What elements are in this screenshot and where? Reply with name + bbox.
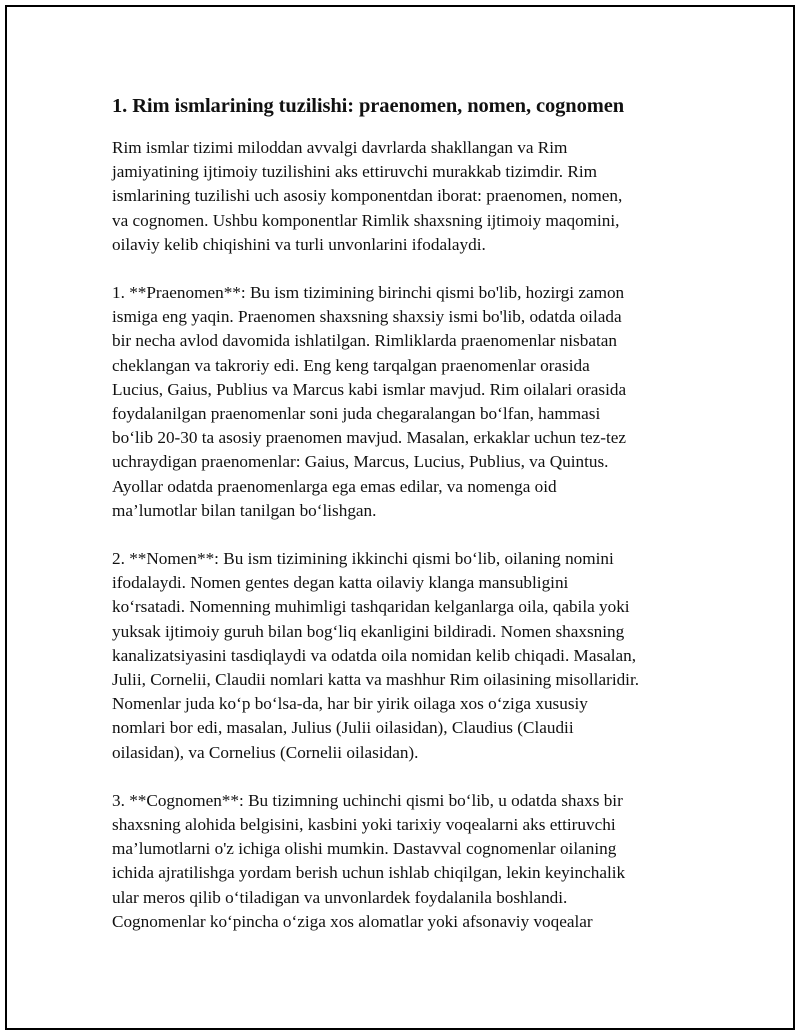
text-line: ismiga eng yaqin. Praenomen shaxsning shaxsiy ismi bo'lib, odatda oilada bbox=[112, 307, 622, 327]
text-line: bo‘lib 20-30 ta asosiy praenomen mavjud. Masalan, erkaklar uchun tez-tez bbox=[112, 428, 627, 448]
document-content bbox=[112, 92, 692, 958]
text-line: Ayollar odatda praenomenlarga ega emas edilar, va nomenga oid bbox=[112, 476, 557, 496]
text-line: ifodalaydi. Nomen gentes degan katta oilaviy klanga mansubligini bbox=[112, 573, 569, 593]
text-line: oilasidan), va Cornelius (Cornelii oilasidan). bbox=[112, 742, 419, 762]
text-line: va cognomen. Ushbu komponentlar Rimlik shaxsning ijtimoiy maqomini, bbox=[112, 210, 620, 230]
paragraph-3 bbox=[112, 547, 692, 765]
text-line: jamiyatining ijtimoiy tuzilishini aks ettiruvchi murakkab tizimdir. Rim bbox=[112, 162, 598, 182]
paragraphs-container bbox=[112, 136, 692, 934]
paragraph-1 bbox=[112, 136, 692, 257]
text-line: Julii, Cornelii, Claudii nomlari katta va mashhur Rim oilasining misollaridir. bbox=[112, 670, 640, 690]
text-line: ma’lumotlar bilan tanilgan bo‘lishgan. bbox=[112, 500, 377, 520]
text-line: Cognomenlar ko‘pincha o‘ziga xos alomatlar yoki afsonaviy voqealar bbox=[112, 911, 593, 931]
text-line: 2. **Nomen**: Bu ism tizimining ikkinchi qismi bo‘lib, oilaning nomini bbox=[112, 549, 614, 569]
text-line: nomlari bor edi, masalan, Julius (Julii oilasidan), Claudius (Claudii bbox=[112, 718, 574, 738]
text-line: ko‘rsatadi. Nomenning muhimligi tashqaridan kelganlarga oila, qabila yoki bbox=[112, 597, 630, 617]
text-line: ichida ajratilishga yordam berish uchun ishlab chiqilgan, lekin keyinchalik bbox=[112, 863, 626, 883]
text-line: ismlarining tuzilishi uch asosiy komponentdan iborat: praenomen, nomen, bbox=[112, 186, 623, 206]
text-line: ular meros qilib o‘tiladigan va unvonlardek foydalanila boshlandi. bbox=[112, 887, 568, 907]
text-line: shaxsning alohida belgisini, kasbini yoki tarixiy voqealarni aks ettiruvchi bbox=[112, 815, 616, 835]
text-line: Rim ismlar tizimi miloddan avvalgi davrlarda shakllangan va Rim bbox=[112, 138, 568, 157]
text-line: Lucius, Gaius, Publius va Marcus kabi ismlar mavjud. Rim oilalari orasida bbox=[112, 379, 627, 399]
paragraph-2 bbox=[112, 281, 692, 523]
text-line: 3. **Cognomen**: Bu tizimning uchinchi qismi bo‘lib, u odatda shaxs bir bbox=[112, 790, 623, 810]
text-line: 1. **Praenomen**: Bu ism tizimining birinchi qismi bo'lib, hozirgi zamon bbox=[112, 283, 625, 303]
text-line: kanalizatsiyasini tasdiqlaydi va odatda oila nomidan kelib chiqadi. Masalan, bbox=[112, 645, 637, 665]
section-heading: 1. Rim ismlarining tuzilishi: praenomen, nomen, cognomen bbox=[112, 95, 625, 117]
text-line: oilaviy kelib chiqishini va turli unvonlarini ifodalaydi. bbox=[112, 234, 486, 254]
text-line: yuksak ijtimoiy guruh bilan bog‘liq ekanligini bildiradi. Nomen shaxsning bbox=[112, 621, 625, 641]
paragraph-4 bbox=[112, 789, 692, 934]
text-line: cheklangan va takroriy edi. Eng keng tarqalgan praenomenlar orasida bbox=[112, 355, 590, 375]
text-line: ma’lumotlarni o'z ichiga olishi mumkin. Dastavval cognomenlar oilaning bbox=[112, 839, 617, 859]
text-line: uchraydigan praenomenlar: Gaius, Marcus, Lucius, Publius, va Quintus. bbox=[112, 452, 609, 472]
text-line: foydalanilgan praenomenlar soni juda chegaralangan bo‘lfan, hammasi bbox=[112, 404, 601, 424]
text-line: Nomenlar juda ko‘p bo‘lsa-da, har bir yirik oilaga xos o‘ziga xususiy bbox=[112, 694, 588, 714]
text-line: bir necha avlod davomida ishlatilgan. Rimliklarda praenomenlar nisbatan bbox=[112, 331, 617, 351]
